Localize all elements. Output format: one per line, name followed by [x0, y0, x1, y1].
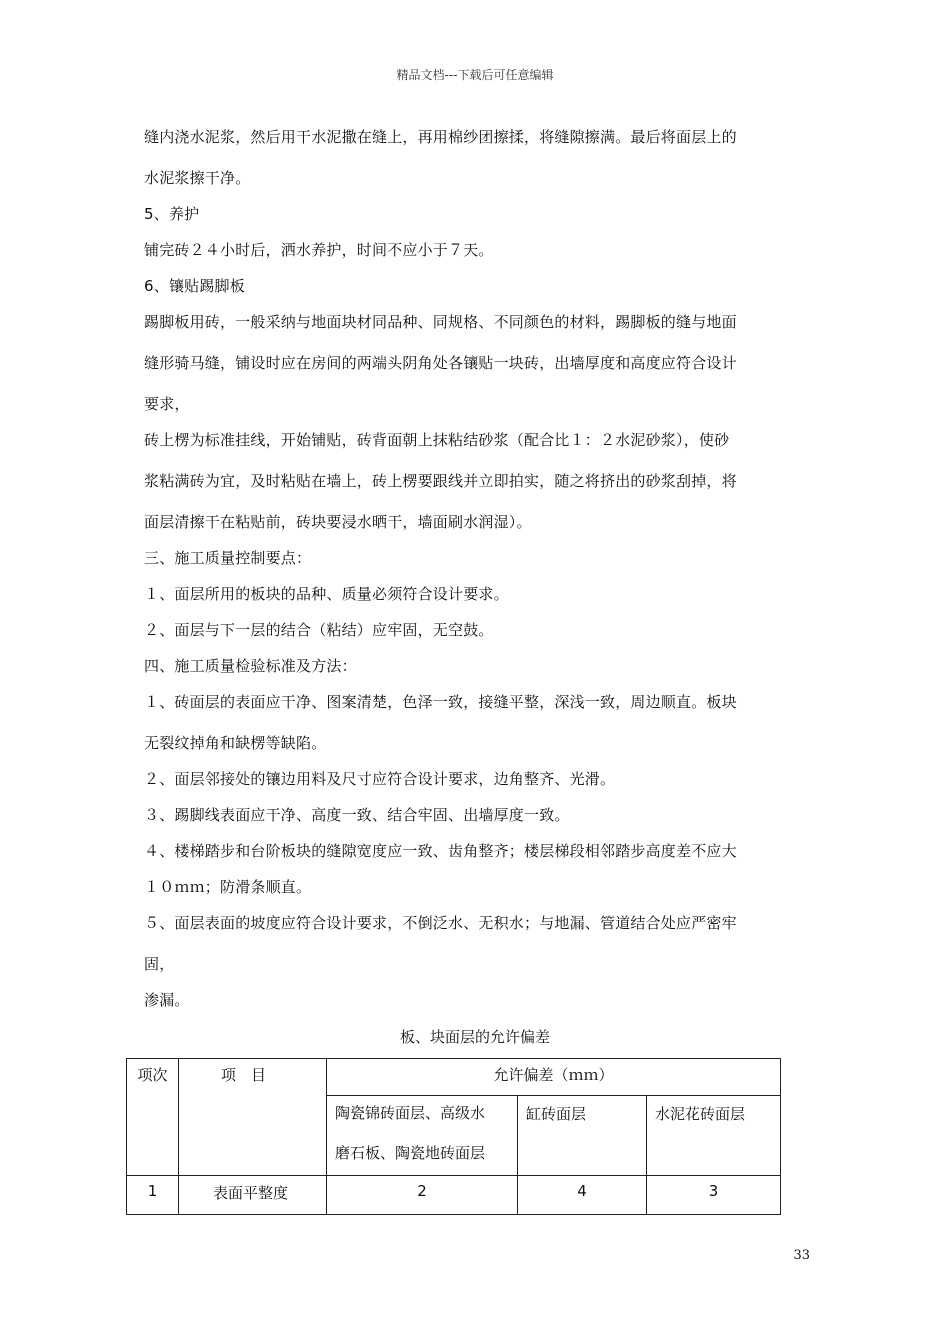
section-heading: 6、镶贴踢脚板	[144, 277, 245, 295]
section-heading: 四、施工质量检验标准及方法：	[144, 657, 357, 675]
paragraph-line: 无裂纹掉角和缺楞等缺陷。	[144, 734, 327, 752]
header-item-text: 项 目	[221, 1066, 267, 1084]
subheader-cell-1	[327, 1096, 518, 1176]
paragraph-line: 渗漏。	[144, 991, 190, 1009]
header-cell-no	[127, 1059, 179, 1176]
row-v3-cell	[647, 1176, 781, 1215]
paragraph-line: 缝形骑马缝，铺设时应在房间的两端头阴角处各镶贴一块砖，出墙厚度和高度应符合设计	[144, 354, 737, 372]
header-no-text: 项次	[137, 1066, 168, 1084]
paragraph-line: 浆粘满砖为宜，及时粘贴在墙上，砖上楞要跟线并立即拍实，随之将挤出的砂浆刮掉，将	[144, 472, 737, 490]
paragraph-line: ５、面层表面的坡度应符合设计要求，不倒泛水、无积水；与地漏、管道结合处应严密牢	[144, 914, 737, 932]
subheader-1-line2: 磨石板、陶瓷地砖面层	[335, 1144, 486, 1162]
paragraph-line: 砖上楞为标准挂线，开始铺贴，砖背面朝上抹粘结砂浆（配合比１：２水泥砂浆），使砂	[144, 431, 730, 449]
subheader-1-line1: 陶瓷锦砖面层、高级水	[335, 1104, 486, 1122]
paragraph-line: １、砖面层的表面应干净、图案清楚，色泽一致，接缝平整，深浅一致，周边顺直。板块	[144, 693, 737, 711]
row-v1: 2	[417, 1182, 427, 1200]
section-heading: 5、养护	[144, 205, 200, 223]
page-header: 精品文档---下载后可任意编辑	[396, 68, 554, 82]
row-v1-cell	[327, 1176, 518, 1215]
subheader-cell-3	[647, 1096, 781, 1176]
table-caption: 板、块面层的允许偏差	[399, 1028, 550, 1046]
paragraph-line: 踢脚板用砖，一般采纳与地面块材同品种、同规格、不同颜色的材料，踢脚板的缝与地面	[144, 313, 737, 331]
table-row	[127, 1176, 781, 1215]
section-heading: 三、施工质量控制要点：	[144, 549, 312, 567]
row-no: 1	[147, 1182, 158, 1200]
row-v3: 3	[708, 1182, 719, 1200]
paragraph-line: １０ｍｍ；防滑条顺直。	[144, 878, 312, 896]
page-number: 33	[793, 1248, 810, 1263]
paragraph-line: 固，	[144, 955, 175, 973]
allowable-deviation-table	[126, 1058, 781, 1215]
paragraph-line: 铺完砖２４小时后，洒水养护，时间不应小于７天。	[144, 241, 494, 259]
row-v2-cell	[518, 1176, 647, 1215]
paragraph-line: 面层清擦干在粘贴前，砖块要浸水晒干，墙面刷水润湿）。	[144, 513, 532, 531]
header-cell-group	[327, 1059, 781, 1096]
paragraph-line: ３、踢脚线表面应干净、高度一致、结合牢固、出墙厚度一致。	[144, 806, 570, 824]
row-item: 表面平整度	[213, 1184, 289, 1202]
paragraph-line: ４、楼梯踏步和台阶板块的缝隙宽度应一致、齿角整齐；楼层梯段相邻踏步高度差不应大	[144, 842, 737, 860]
paragraph-line: 要求，	[144, 395, 190, 413]
table-header-row	[127, 1059, 781, 1096]
paragraph-line: ２、面层邻接处的镶边用料及尺寸应符合设计要求，边角整齐、光滑。	[144, 770, 616, 788]
header-cell-item	[179, 1059, 327, 1176]
row-no-cell	[127, 1176, 179, 1215]
header-group-text: 允许偏差（ｍｍ）	[493, 1066, 614, 1084]
paragraph-line: 缝内浇水泥浆，然后用干水泥撒在缝上，再用棉纱团擦揉，将缝隙擦满。最后将面层上的	[144, 128, 737, 146]
row-item-cell	[179, 1176, 327, 1215]
subheader-2-text: 缸砖面层	[526, 1105, 587, 1123]
paragraph-line: 水泥浆擦干净。	[144, 169, 251, 187]
subheader-3-text: 水泥花砖面层	[655, 1105, 746, 1123]
subheader-cell-2	[518, 1096, 647, 1176]
row-v2: 4	[577, 1182, 587, 1200]
paragraph-line: ２、面层与下一层的结合（粘结）应牢固，无空鼓。	[144, 621, 494, 639]
paragraph-line: １、面层所用的板块的品种、质量必须符合设计要求。	[144, 585, 509, 603]
